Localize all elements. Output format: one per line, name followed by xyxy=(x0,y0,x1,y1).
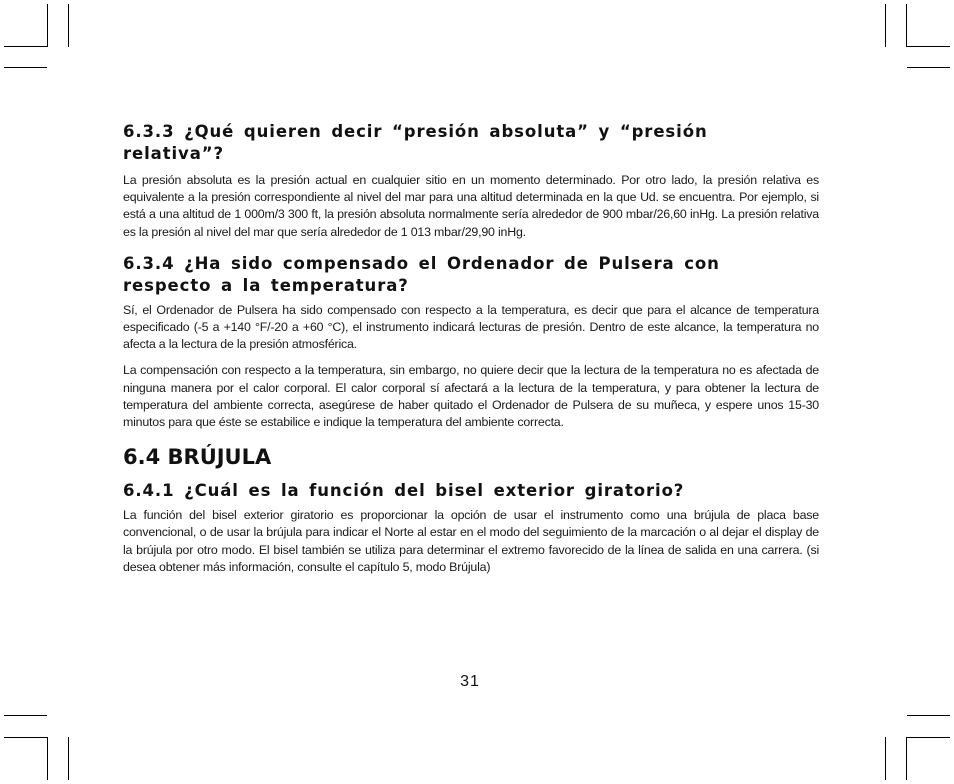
crop-mark xyxy=(47,4,48,47)
crop-mark xyxy=(907,715,950,716)
crop-mark xyxy=(4,46,47,47)
crop-mark xyxy=(907,737,950,738)
crop-mark xyxy=(885,737,886,780)
paragraph: Sí, el Ordenador de Pulsera ha sido compensado con respecto a la temperatura, es decir que para el alcance de temperatura especificado (-5 a +140 °F/-20 a +60 °C), el instrumento indicará lecturas de presión. Dentro de este alcance, la temperatura no afecta a la lectura de la presión atmosférica. xyxy=(123,302,819,352)
page-number: 31 xyxy=(460,673,480,690)
crop-mark xyxy=(68,737,69,780)
crop-mark xyxy=(906,4,907,47)
section-heading-6-3-4: 6.3.4 ¿Ha sido compensado el Ordenador de Pulsera con respecto a la temperatura? xyxy=(123,253,720,295)
crop-mark xyxy=(885,4,886,47)
section-heading-6-4: 6.4 BRÚJULA xyxy=(123,445,272,470)
crop-mark xyxy=(907,67,950,68)
section-heading-6-4-1: 6.4.1 ¿Cuál es la función del bisel exterior giratorio? xyxy=(123,481,685,501)
crop-mark xyxy=(68,4,69,47)
paragraph: La función del bisel exterior giratorio es proporcionar la opción de usar el instrumento como una brújula de placa base convencional, o de usar la brújula para indicar el Norte al estar en el modo del seguimiento de la marcación o al dejar el display de la brújula por otro modo. El bisel también se utiliza para determinar el extremo favorecido de la línea de salida en una carrera. (si desea obtener más información, consulte el capítulo 5, modo Brújula) xyxy=(123,508,819,574)
crop-mark xyxy=(4,737,47,738)
crop-mark xyxy=(47,737,48,780)
crop-mark xyxy=(907,46,950,47)
paragraph: La presión absoluta es la presión actual en cualquier sitio en un momento determinado. Por otro lado, la presión relativa es equivalente a la presión correspondiente al nivel del mar para una altitud determinada en la que Ud. se encuentra. Por ejemplo, si está a una altitud de 1 000m/3 300 ft, la presión absoluta normalmente sería alrededor de 900 mbar/26,60 inHg. La presión relativa es la presión al nivel del mar que sería alrededor de 1 013 mbar/29,90 inHg. xyxy=(123,173,819,239)
crop-mark xyxy=(4,67,47,68)
paragraph: La compensación con respecto a la temperatura, sin embargo, no quiere decir que la lectura de la temperatura no es afectada de ninguna manera por el calor corporal. El calor corporal sí afectará a la lectura de la temperatura, y para obtener la lectura de temperatura del ambiente correcta, asegúrese de haber quitado el Ordenador de Pulsera de su muñeca, y espere unos 15-30 minutos para que éste se estabilice e indique la temperatura del ambiente correcta. xyxy=(123,363,819,430)
page-content xyxy=(123,121,819,576)
crop-mark xyxy=(4,715,47,716)
section-heading-6-3-3: 6.3.3 ¿Qué quieren decir “presión absoluta” y “presión relativa”? xyxy=(123,122,708,163)
crop-mark xyxy=(906,737,907,780)
